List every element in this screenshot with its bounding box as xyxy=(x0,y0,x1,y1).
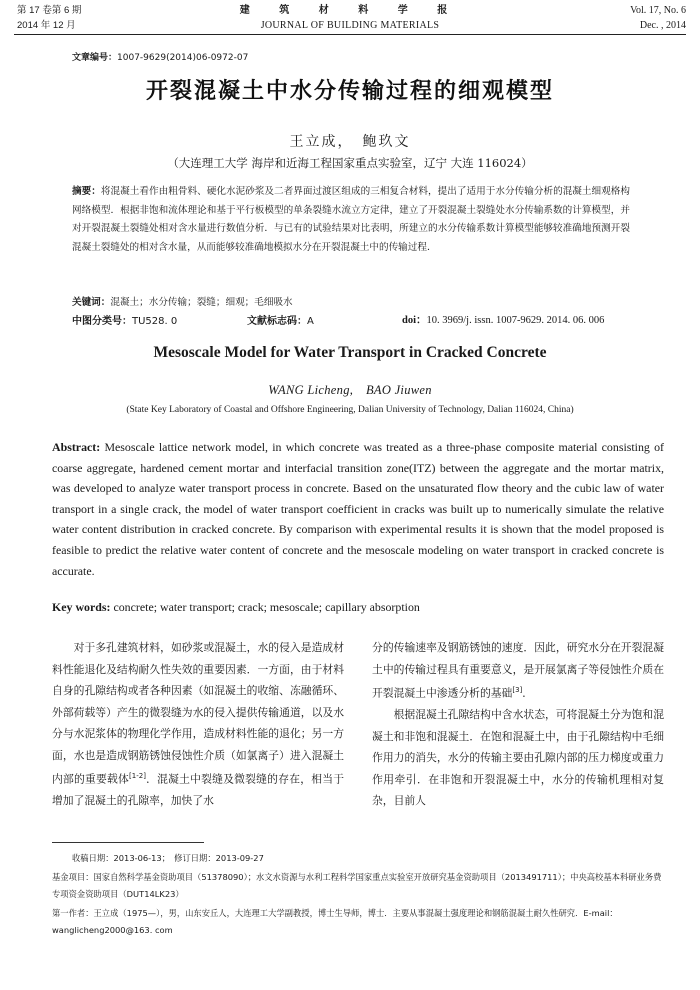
authors-cn: 王立成， 鲍玖文 xyxy=(289,134,411,150)
citation-ref: [3] xyxy=(512,686,523,694)
article-number-value: 1007-9629(2014)06-0972-07 xyxy=(117,53,249,63)
body-text: 根据混凝土孔隙结构中含水状态，可将混凝土分为饱和混凝土和非饱和混凝土．在饱和混凝土中，由于孔隙结构中毛细作用力的消失，水分的传输主要由孔隙内部的压力梯度或重力作用牵引．在非饱和开裂混凝土中，水分的传输机理相对复杂，目前人 xyxy=(372,708,664,808)
keywords-en xyxy=(52,600,420,615)
body-text: ．混凝土中裂缝及微裂缝的存在，相当于增加了混凝土的孔隙率，加快了水 xyxy=(52,772,345,808)
keywords-cn xyxy=(72,294,293,308)
issue-info-en xyxy=(630,3,686,33)
abstract-cn-text: 将混凝土看作由粗骨料、硬化水泥砂浆及二者界面过渡区组成的三相复合材料，提出了适用于水分传输分析的混凝土细观格构网络模型．根据非饱和流体理论和基于平行板模型的单条裂缝水流立方定律，建立了开裂混凝土裂缝处水分传输系数的计算模型，并对开裂混凝土裂缝处相对含水量进行数值分析．与已有的试验结果对比表明，所建立的水分传输系数计算模型能够较准确地预测开裂混凝土裂缝处的相对含水量，从而能够较准确地模拟水分在开裂混凝土中的传输过程． xyxy=(72,186,631,253)
keywords-cn-text: 混凝土；水分传输；裂缝；细观；毛细吸水 xyxy=(110,297,293,308)
title-en: Mesoscale Model for Water Transport in Cracked Concrete xyxy=(153,344,547,361)
issue-info xyxy=(17,3,81,33)
doi xyxy=(402,312,604,327)
issue-volume-en: Vol. 17, No. 6 xyxy=(630,5,686,16)
document-code xyxy=(247,312,314,327)
body-text: 分的传输速率及钢筋锈蚀的速度．因此，研究水分在开裂混凝土中的传输过程具有重要意义，是开展氯离子等侵蚀性介质在开裂混凝土中渗透分析的基础 xyxy=(372,641,664,700)
clc-value: TU528. 0 xyxy=(132,316,178,327)
abstract-en-label: Abstract: xyxy=(52,440,101,454)
footnote-dates: 收稿日期：2013-06-13； 修订日期：2013-09-27 xyxy=(72,853,264,863)
article-number xyxy=(72,50,248,63)
keywords-en-label: Key words: xyxy=(52,600,111,614)
body-text: ． xyxy=(522,686,534,700)
footnote-fund: 基金项目：国家自然科学基金资助项目（51378090）；水文水资源与水利工程科学国家重点实验室开放研究基金资助项目（2013491711）；中央高校基本科研业务费专项资金资助项目（DUT14LK23） xyxy=(52,872,662,899)
issue-date: 2014 年 12 月 xyxy=(17,20,76,31)
keywords-en-text: concrete; water transport; crack; mesoscale; capillary absorption xyxy=(113,600,420,614)
body-text: 对于多孔建筑材料，如砂浆或混凝土，水的侵入是造成材料性能退化及结构耐久性失效的重要因素．一方面，由于材料自身的孔隙结构或者各种因素（如混凝土的收缩、冻融循环、外部荷载等）产生的微裂缝为水的侵入提供传输通道，以及水分与水泥浆体的物理化学作用，造成材料性能的退化；另一方面，水也是造成钢筋锈蚀侵蚀性介质（如氯离子）进入混凝土内部的重要载体 xyxy=(52,641,344,786)
affiliation-en: (State Key Laboratory of Coastal and Offshore Engineering, Dalian University of Technology, Dalian 116024, China) xyxy=(126,405,574,415)
header-rule xyxy=(14,34,686,35)
keywords-cn-label: 关键词： xyxy=(72,297,111,308)
document-code-value: A xyxy=(307,316,314,327)
body-paragraph xyxy=(372,637,664,704)
abstract-cn-label: 摘要： xyxy=(72,186,101,197)
footnote-author: 第一作者：王立成（1975—），男，山东安丘人，大连理工大学副教授，博士生导师，博士．主要从事混凝土强度理论和钢筋混凝土耐久性研究．E-mail：wanglicheng2000@163. com xyxy=(52,908,618,935)
body-column-right xyxy=(372,637,664,812)
issue-volume: 第 17 卷第 6 期 xyxy=(17,5,82,16)
doi-label: doi： xyxy=(402,315,427,326)
doi-value: 10. 3969/j. issn. 1007-9629. 2014. 06. 006 xyxy=(426,315,605,326)
journal-name xyxy=(180,3,520,33)
document-code-label: 文献标志码： xyxy=(247,316,307,327)
title-cn: 开裂混凝土中水分传输过程的细观模型 xyxy=(145,79,554,104)
running-header xyxy=(0,0,700,36)
citation-ref: [1-2] xyxy=(129,772,146,780)
abstract-en-text: Mesoscale lattice network model, in which concrete was treated as a three-phase composite material consisting of coarse aggregate, hardened cement mortar and interfacial transition zone(ITZ) between the aggregate and the mortar matrix, was developed to analyze water transport process in concrete. Based on the unsaturated flow theory and the cubic law of water transport in a single crack, the model of water transport coefficient in cracks was built up to numerically simulate the relative water content distribution in cracked concrete. By comparison with experimental results it is shown that the model proposed is feasible to predict the relative water content of concrete and the mesoscale modeling on water transport in cracked concrete is accurate. xyxy=(52,440,665,578)
article-number-label: 文章编号： xyxy=(72,53,118,63)
body-paragraph xyxy=(52,637,344,812)
body-paragraph xyxy=(372,704,664,812)
body-column-left xyxy=(52,637,344,812)
footnote-rule xyxy=(52,842,204,843)
journal-name-en: JOURNAL OF BUILDING MATERIALS xyxy=(260,20,440,31)
journal-name-cn: 建 筑 材 料 学 报 xyxy=(239,5,461,16)
abstract-cn xyxy=(72,183,630,257)
clc-label: 中图分类号： xyxy=(72,316,132,327)
authors-en: WANG Licheng, BAO Jiuwen xyxy=(268,383,432,397)
affiliation-cn: （大连理工大学 海岸和近海工程国家重点实验室，辽宁 大连 116024） xyxy=(167,156,533,170)
issue-date-en: Dec. , 2014 xyxy=(639,20,686,31)
clc-number xyxy=(72,312,177,327)
abstract-en xyxy=(52,437,664,581)
